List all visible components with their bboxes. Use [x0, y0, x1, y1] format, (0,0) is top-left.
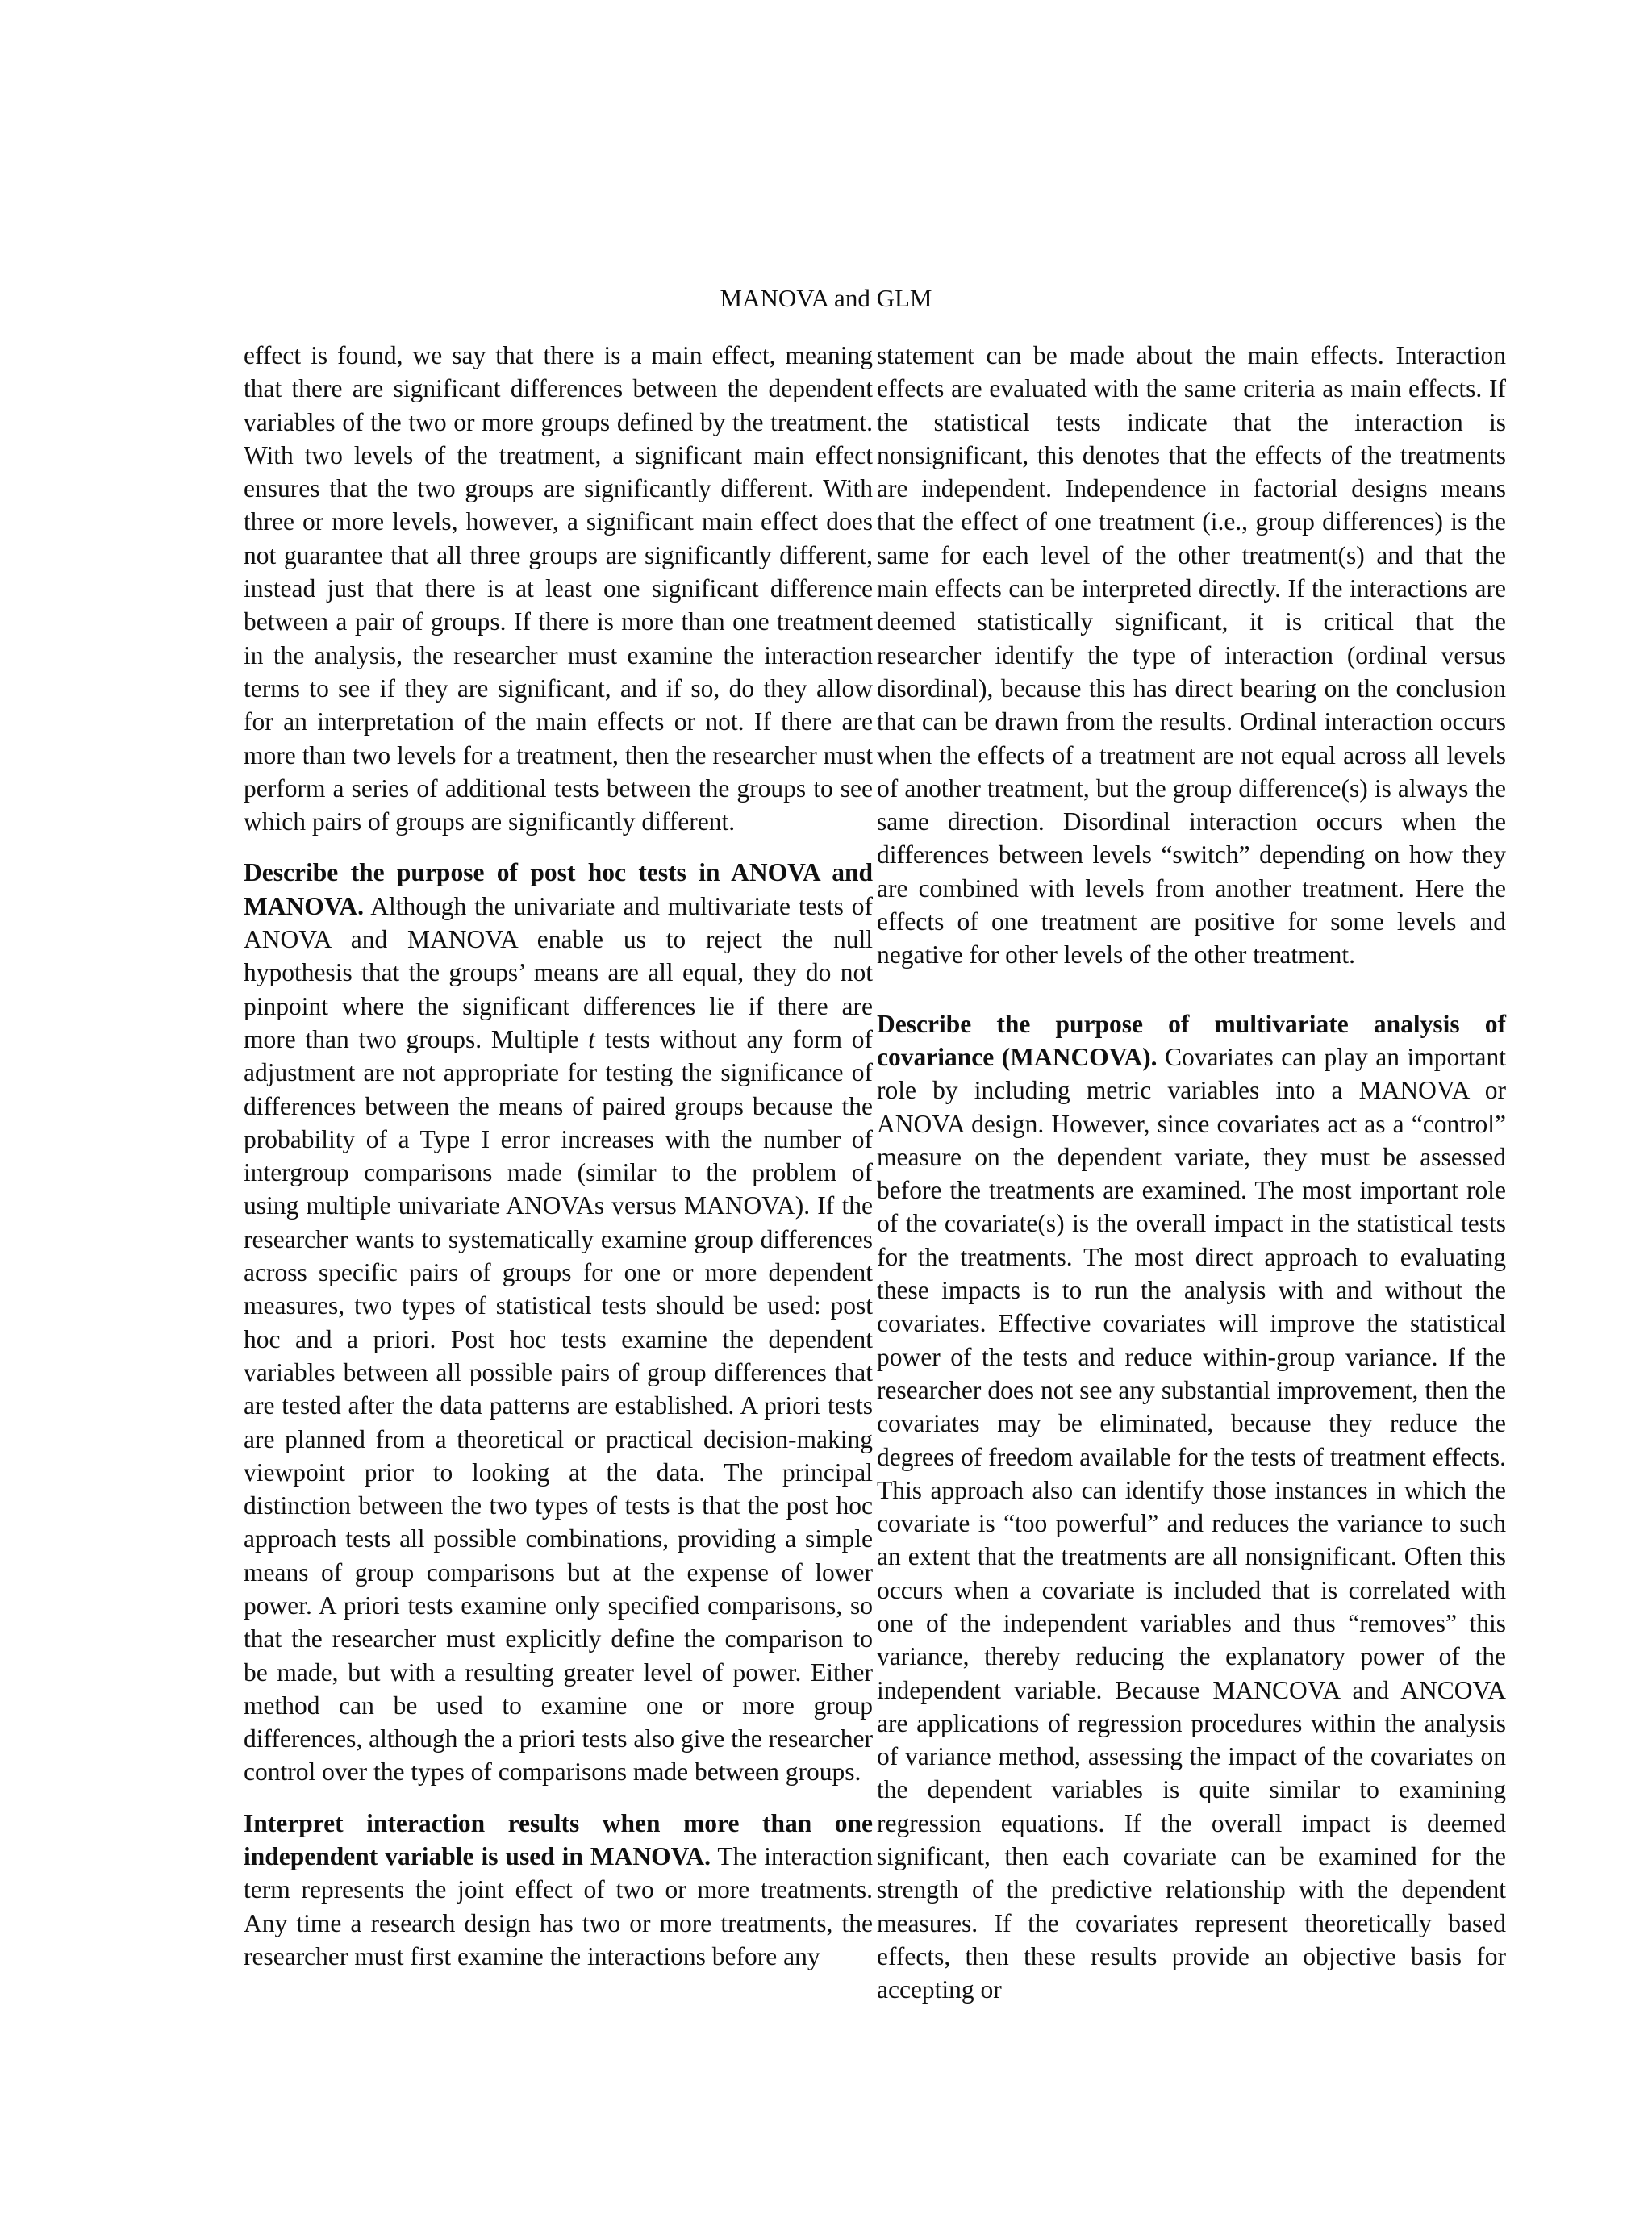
paragraph-interaction-results	[244, 1807, 873, 1973]
paragraph-main-effect: effect is found, we say that there is a main effect, meaning that there are significant differences between the dependent variables of the two or more groups defined by the treatment. With two levels of the treatment, a significant main effect ensures that the two groups are significantly different. With three or more levels, however, a significant main effect does not guarantee that all three groups are significantly different, instead just that there is at least one significant difference between a pair of groups. If there is more than one treatment in the analysis, the researcher must examine the interaction terms to see if they are significant, and if so, do they allow for an interpretation of the main effects or not. If there are more than two levels for a treatment, then the researcher must perform a series of additional tests between the groups to see which pairs of groups are significantly different.	[244, 341, 873, 836]
paragraph-post-hoc-tests	[244, 856, 873, 1788]
section-heading-mancova: Describe the purpose of multivariate analysis of covariance (MANCOVA).	[877, 1009, 1506, 1071]
section-heading-interaction: Interpret interaction results when more than one independent variable is used in MANOVA.	[244, 1808, 873, 1871]
right-column	[877, 339, 1506, 2007]
section-heading-post-hoc: Describe the purpose of post hoc tests in ANOVA and MANOVA.	[244, 858, 873, 920]
running-head: MANOVA and GLM	[720, 284, 932, 312]
paragraph-text: Although the univariate and multivariate tests of ANOVA and MANOVA enable us to reject the null hypothesis that the groups’ means are all equal, they do not pinpoint where the significant differences lie if there are more than two groups. Multiple	[244, 891, 873, 1053]
paragraph-text: Covariates can play an important role by including metric variables into a MANOVA or ANOVA design. However, since covariates act as a “control” measure on the dependent variate, they must be assessed before the treatments are examined. The most important role of the covariate(s) is the overall impact in the statistical tests for the treatments. The most direct approach to evaluating these impacts is to run the analysis with and without the covariates. Effective covariates will improve the statistical power of the tests and reduce within-group variance. If the researcher does not see any substantial improvement, then the covariates may be eliminated, because they reduce the degrees of freedom available for the tests of treatment effects. This approach also can identify those instances in which the covariate is “too powerful” and reduces the variance to such an extent that the treatments are all nonsignificant. Often this occurs when a covariate is included that is correlated with one of the independent variables and thus “removes” this variance, thereby reducing the explanatory power of the independent variable. Because MANCOVA and ANCOVA are applications of regression procedures within the analysis of variance method, assessing the impact of the covariates on the dependent variables is quite similar to examining regression equations. If the overall impact is deemed significant, then each covariate can be examined for the strength of the predictive relationship with the dependent measures. If the covariates represent theoretically based effects, then these results provide an objective basis for accepting or	[877, 1042, 1506, 2004]
paragraph-text: The interaction term represents the joint effect of two or more treatments. Any time a research design has two or more treatments, the researcher must first examine the interactions before any	[244, 1842, 873, 1970]
left-column	[244, 339, 873, 1973]
paragraph-mancova	[877, 1007, 1506, 2007]
paragraph-text: tests without any form of adjustment are not appropriate for testing the significance of differences between the means of paired groups because the probability of a Type I error increases with the number of intergroup comparisons made (similar to the problem of using multiple univariate ANOVAs versus MANOVA). If the researcher wants to systematically examine group differences across specific pairs of groups for one or more dependent measures, two types of statistical tests should be used: post hoc and a priori. Post hoc tests examine the dependent variables between all possible pairs of group differences that are tested after the data patterns are established. A priori tests are planned from a theoretical or practical decision-making viewpoint prior to looking at the data. The principal distinction between the two types of tests is that the post hoc approach tests all possible combinations, providing a simple means of group comparisons but at the expense of lower power. A priori tests examine only specified comparisons, so that the researcher must explicitly define the comparison to be made, but with a resulting greater level of power. Either method can be used to examine one or more group differences, although the a priori tests also give the researcher control over the types of comparisons made between groups.	[244, 1024, 873, 1787]
italic-t: t	[588, 1024, 595, 1053]
paragraph-interaction-continued: statement can be made about the main effects. Interaction effects are evaluated with the same criteria as main effects. If the statistical tests indicate that the interaction is nonsignificant, this denotes that the effects of the treatments are independent. Independence in factorial designs means that the effect of one treatment (i.e., group differences) is the same for each level of the other treatment(s) and that the main effects can be interpreted directly. If the interactions are deemed statistically significant, it is critical that the researcher identify the type of interaction (ordinal versus disordinal), because this has direct bearing on the conclusion that can be drawn from the results. Ordinal interaction occurs when the effects of a treatment are not equal across all levels of another treatment, but the group difference(s) is always the same direction. Disordinal interaction occurs when the differences between levels “switch” depending on how they are combined with levels from another treatment. Here the effects of one treatment are positive for some levels and negative for other levels of the other treatment.	[877, 341, 1506, 969]
